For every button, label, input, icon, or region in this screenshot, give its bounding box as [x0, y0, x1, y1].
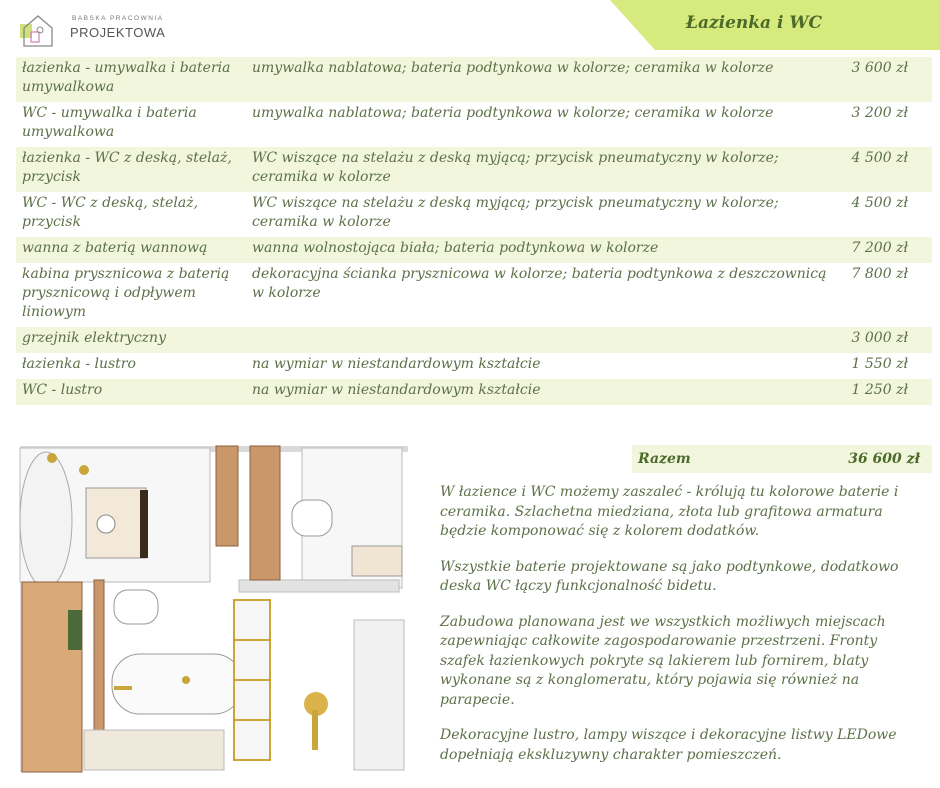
page-header [0, 0, 940, 56]
price-cell: 7 800 zł [851, 266, 908, 282]
cost-table [16, 57, 932, 405]
table-row [16, 379, 932, 405]
table-row [16, 263, 932, 327]
total-label: Razem [638, 451, 691, 467]
item-cell: WC - WC z deską, stelaż, przycisk [22, 195, 199, 230]
paragraph: Dekoracyjne lustro, lampy wiszące i dekoracyjne listwy LEDowe dopełniają ekskluzywny charakter pomieszczeń. [440, 727, 897, 763]
price-cell: 1 550 zł [851, 356, 908, 372]
price-cell: 4 500 zł [851, 195, 908, 211]
item-cell: WC - umywalka i bateria umywalkowa [22, 105, 197, 140]
description-cell: dekoracyjna ścianka prysznicowa w kolorze; bateria podtynkowa z deszczownicą w kolorze [252, 266, 827, 301]
description-cell: umywalka nablatowa; bateria podtynkowa w kolorze; ceramika w kolorze [246, 57, 838, 102]
description-cell [246, 327, 838, 353]
item-cell: łazienka - WC z deską, stelaż, przycisk [16, 147, 246, 192]
total-row [632, 445, 932, 473]
price-cell: 4 500 zł [838, 147, 932, 192]
item-cell: WC - lustro [16, 379, 246, 405]
brand-name: PROJEKTOWA [70, 25, 166, 40]
paragraph: Zabudowa planowana jest we wszystkich możliwych miejscach zapewniając całkowite zagospodarowanie przestrzeni. Fronty szafek łazienkowych pokryte są lakierem lub fornirem, blaty wykonane są z konglomeratu, który pojawia się również na parapecie. [440, 613, 886, 708]
table-row [16, 353, 932, 379]
description-cell: WC wiszące na stelażu z deską myjącą; przycisk pneumatyczny w kolorze; ceramika w kolorze [246, 147, 838, 192]
total-value: 36 600 zł [848, 451, 920, 467]
table-row [16, 192, 932, 237]
table-row [16, 237, 932, 263]
price-cell: 3 600 zł [838, 57, 932, 102]
table-row [16, 102, 932, 147]
table-row [16, 57, 932, 102]
table-row [16, 327, 932, 353]
table-row [16, 147, 932, 192]
item-cell: grzejnik elektryczny [16, 327, 246, 353]
description-text [440, 483, 920, 781]
house-logo-icon [18, 10, 58, 50]
brand-top-text: BABSKA PRACOWNIA [72, 15, 164, 22]
description-cell: WC wiszące na stelażu z deską myjącą; przycisk pneumatyczny w kolorze; ceramika w kolorze [252, 195, 779, 230]
description-cell: wanna wolnostojąca biała; bateria podtynkowa w kolorze [246, 237, 838, 263]
price-cell: 3 000 zł [838, 327, 932, 353]
item-cell: kabina prysznicowa z baterią prysznicową i odpływem liniowym [22, 266, 230, 320]
item-cell: łazienka - lustro [22, 356, 136, 372]
description-cell: na wymiar w niestandardowym kształcie [246, 379, 838, 405]
bathroom-floor-plan [14, 440, 414, 776]
description-cell: umywalka nablatowa; bateria podtynkowa w kolorze; ceramika w kolorze [252, 105, 774, 121]
price-cell: 1 250 zł [838, 379, 932, 405]
description-cell: na wymiar w niestandardowym kształcie [252, 356, 541, 372]
item-cell: łazienka - umywalka i bateria umywalkowa [16, 57, 246, 102]
price-cell: 7 200 zł [838, 237, 932, 263]
paragraph: Wszystkie baterie projektowane są jako podtynkowe, dodatkowo deska WC łączy funkcjonalność bidetu. [440, 558, 899, 594]
price-cell: 3 200 zł [851, 105, 908, 121]
paragraph: W łazience i WC możemy zaszaleć - królują tu kolorowe baterie i ceramika. Szlachetna miedziana, złota lub grafitowa armatura będzie komponować się z kolorem dodatków. [440, 484, 899, 539]
item-cell: wanna z baterią wannową [16, 237, 246, 263]
page-title: Łazienka i WC [685, 13, 822, 33]
